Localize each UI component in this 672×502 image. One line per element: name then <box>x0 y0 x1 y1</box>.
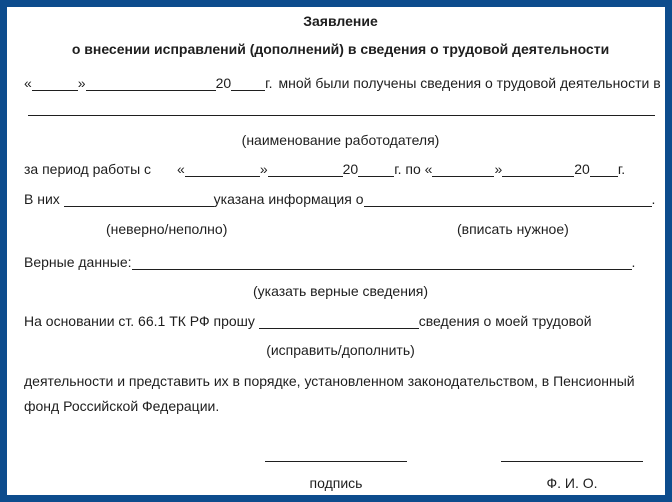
hint-incorrect: (неверно/неполно) <box>106 221 228 237</box>
basis-prefix: На основании ст. 66.1 ТК РФ прошу <box>24 313 255 329</box>
document-subtitle: о внесении исправлений (дополнений) в сведения о трудовой деятельности <box>71 41 610 57</box>
basis-hint: (исправить/дополнить) <box>266 342 415 358</box>
open-quote: « <box>24 75 32 91</box>
close-quote: » <box>494 161 503 177</box>
hint-fill-in: (вписать нужное) <box>457 221 569 237</box>
open-quote: « <box>424 161 433 177</box>
subject-blank <box>364 204 652 207</box>
hints-row <box>24 221 657 241</box>
day-blank <box>32 88 78 91</box>
year-prefix: 20 <box>342 161 359 177</box>
info-dot: . <box>651 191 656 207</box>
correct-hint: (указать верные сведения) <box>252 283 429 299</box>
open-quote: « <box>177 161 185 177</box>
start-day-blank <box>185 174 260 177</box>
year-blank <box>231 88 265 91</box>
end-day-blank <box>432 174 494 177</box>
info-middle: указана информация о <box>213 191 364 207</box>
name-blank <box>501 441 643 462</box>
work-period-line <box>24 159 657 179</box>
month-blank <box>86 88 216 91</box>
basis-tail: сведения о моей трудовой <box>418 313 592 329</box>
date-received-line <box>24 73 661 93</box>
year-prefix: 20 <box>574 161 590 177</box>
correct-data-line <box>24 252 657 272</box>
signature-block <box>265 441 407 493</box>
close-quote: » <box>77 75 86 91</box>
signature-row <box>24 441 657 493</box>
correct-dot: . <box>631 254 636 270</box>
info-line <box>24 189 657 209</box>
signature-blank <box>265 441 407 462</box>
signature-label: подпись <box>309 475 363 491</box>
start-month-blank <box>268 174 343 177</box>
period-middle: г. по <box>394 161 421 177</box>
info-prefix: В них <box>24 191 60 207</box>
employer-hint: (наименование работодателя) <box>241 132 440 148</box>
action-blank <box>259 326 419 329</box>
year-suffix: г. <box>265 75 273 91</box>
start-year-blank <box>358 174 394 177</box>
basis-line <box>24 311 657 331</box>
correct-label: Верные данные: <box>24 254 132 270</box>
close-quote: » <box>259 161 268 177</box>
name-block <box>501 441 643 493</box>
received-text: мной были получены сведения о трудовой деятельности в <box>278 75 661 91</box>
document-title: Заявление <box>303 13 378 29</box>
name-label: Ф. И. О. <box>546 475 598 491</box>
employer-name-blank <box>28 97 655 116</box>
correct-data-blank <box>132 267 632 270</box>
year-prefix: 20 <box>215 75 232 91</box>
year-suffix: г. <box>617 161 626 177</box>
end-month-blank <box>502 174 574 177</box>
closing-paragraph: деятельности и представить их в порядке, установленном законодательством, в Пенсионный фонд Российской Федерации. <box>24 373 635 414</box>
wrong-info-blank <box>64 204 214 207</box>
end-year-blank <box>590 174 618 177</box>
period-prefix: за период работы с <box>24 161 152 177</box>
